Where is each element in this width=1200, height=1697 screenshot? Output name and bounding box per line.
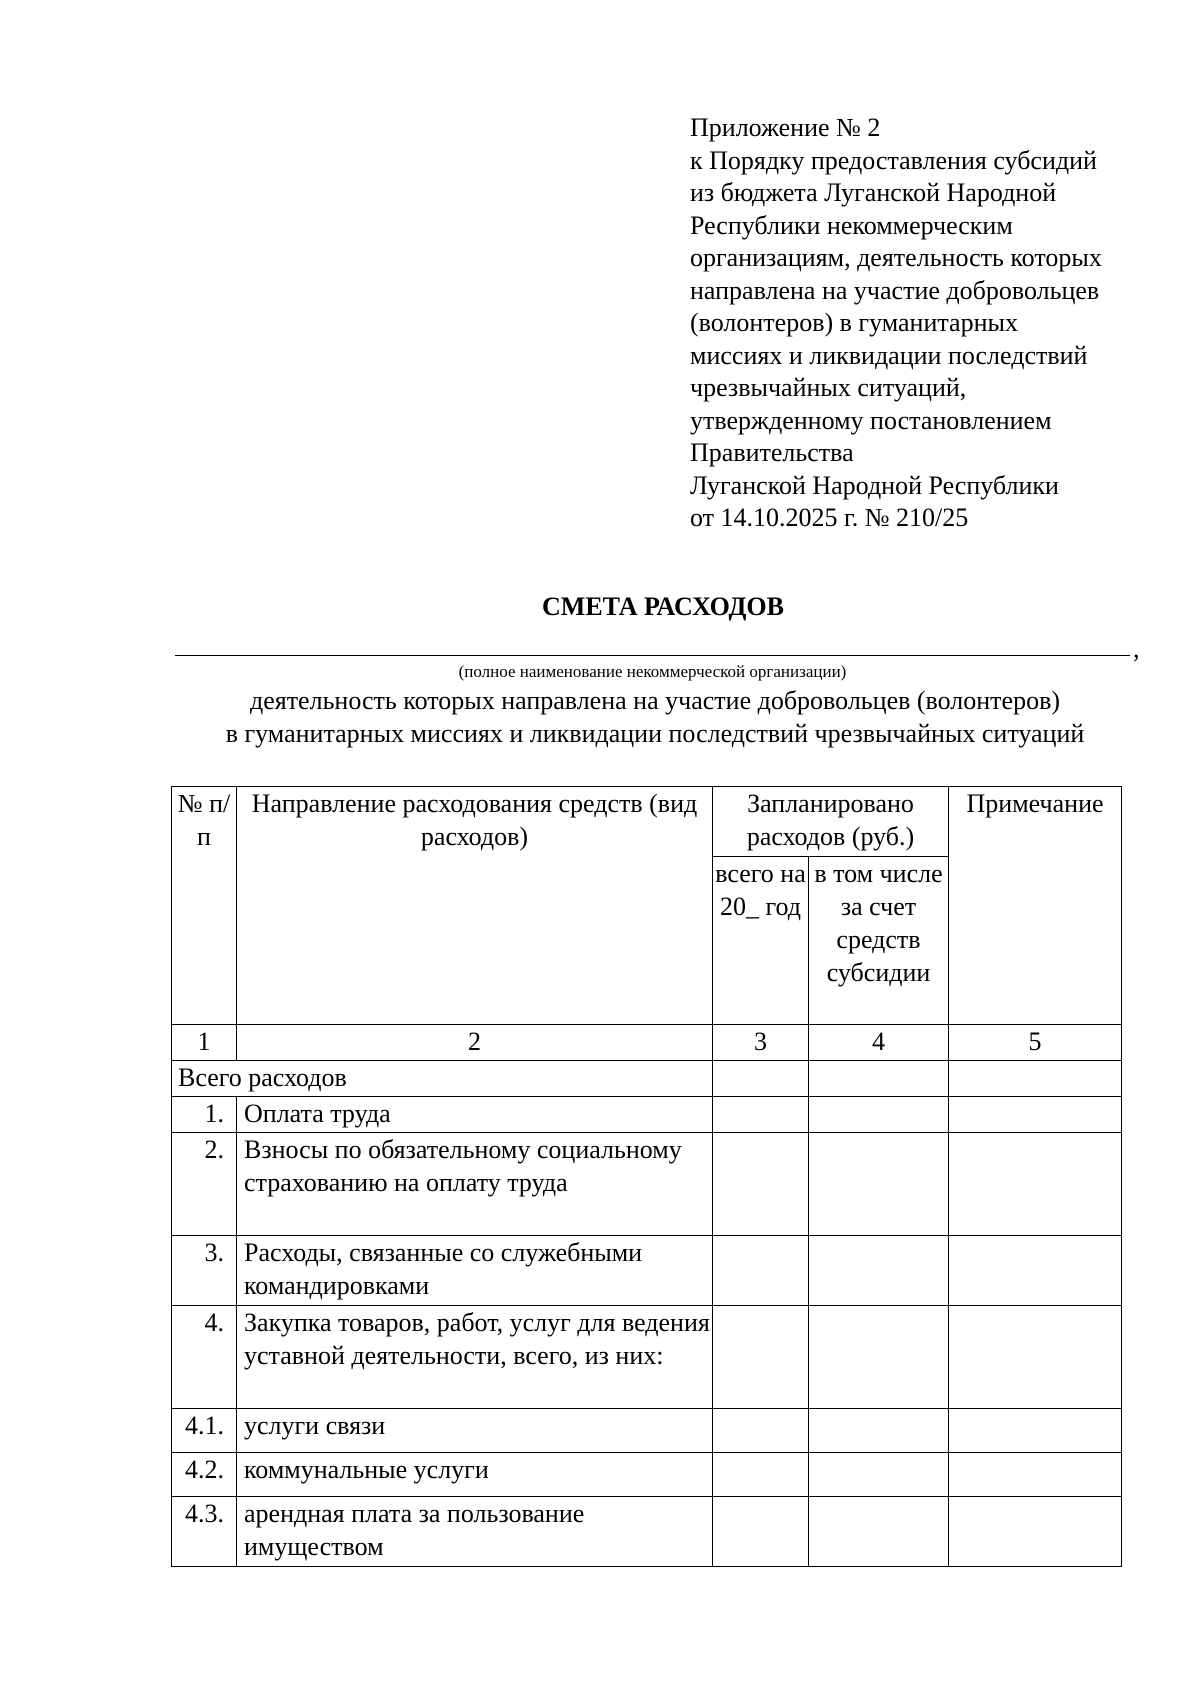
table-row (172, 1453, 1122, 1497)
row-name: Оплата труда (237, 1097, 713, 1133)
appendix-line: организациям, деятельность которых (690, 243, 1102, 272)
table-cell (713, 1306, 809, 1409)
table-row (172, 1497, 1122, 1567)
appendix-block (690, 112, 1160, 535)
table-cell (949, 1236, 1122, 1306)
purpose-line-2: в гуманитарных миссиях и ликвидации последствий чрезвычайных ситуаций (225, 719, 1085, 748)
header-note: Примечание (949, 787, 1122, 1025)
table-cell (809, 1497, 949, 1567)
row-name: Взносы по обязательному социальному страхованию на оплату труда (237, 1133, 713, 1236)
column-number: 5 (949, 1025, 1122, 1061)
table-cell (949, 1306, 1122, 1409)
header-total-year: всего на 20_ год (713, 857, 809, 1025)
row-num: 2. (172, 1133, 237, 1236)
header-subsidy: в том числе за счет средств субсидии (809, 857, 949, 1025)
table-cell (713, 1409, 809, 1453)
purpose-line-1: деятельность которых направлена на участие добровольцев (волонтеров) (249, 686, 1061, 715)
table-cell (713, 1133, 809, 1236)
row-name: коммунальные услуги (237, 1453, 713, 1497)
row-num: 3. (172, 1236, 237, 1306)
table-cell (809, 1453, 949, 1497)
table-cell (949, 1409, 1122, 1453)
appendix-line: Республики некоммерческим (690, 210, 1013, 240)
table-cell (949, 1133, 1122, 1236)
total-row-label: Всего расходов (172, 1061, 713, 1097)
appendix-line: направлена на участие добровольцев (690, 275, 1100, 305)
appendix-line: миссиях и ликвидации последствий (690, 340, 1088, 370)
table-cell (809, 1061, 949, 1097)
header-num: № п/п (172, 787, 237, 1025)
row-name: Расходы, связанные со служебными командировками (237, 1236, 713, 1306)
column-number: 1 (172, 1025, 237, 1061)
appendix-line: из бюджета Луганской Народной (690, 178, 1057, 207)
table-cell (713, 1453, 809, 1497)
appendix-line: от 14.10.2025 г. № 210/25 (690, 503, 969, 532)
row-name: услуги связи (237, 1409, 713, 1453)
table-cell (809, 1409, 949, 1453)
appendix-line: к Порядку предоставления субсидий (690, 145, 1097, 175)
appendix-line: Приложение № 2 (690, 113, 881, 142)
row-num: 4. (172, 1306, 237, 1409)
appendix-line: утвержденному постановлением (690, 405, 1052, 435)
table-cell (809, 1306, 949, 1409)
row-num: 4.3. (172, 1497, 237, 1567)
row-num: 4.1. (172, 1409, 237, 1453)
table-cell (949, 1453, 1122, 1497)
table-cell (949, 1097, 1122, 1133)
table-row (172, 1097, 1122, 1133)
table-row (172, 1236, 1122, 1306)
column-number: 2 (237, 1025, 713, 1061)
table-cell (809, 1133, 949, 1236)
row-num: 4.2. (172, 1453, 237, 1497)
header-planned: Запланировано расходов (руб.) (713, 787, 949, 857)
appendix-line: (волонтеров) в гуманитарных (690, 308, 1018, 337)
table-cell (713, 1061, 809, 1097)
row-name: арендная плата за пользование имуществом (237, 1497, 713, 1567)
org-name-caption: (полное наименование некоммерческой организации) (458, 662, 847, 681)
appendix-line: Луганской Народной Республики (690, 470, 1059, 500)
table-cell (713, 1097, 809, 1133)
total-row (172, 1061, 1122, 1097)
appendix-line: чрезвычайных ситуаций, (690, 373, 967, 402)
document-title: СМЕТА РАСХОДОВ (542, 592, 784, 621)
table-cell (809, 1236, 949, 1306)
header-row (172, 787, 1122, 857)
table-cell (713, 1497, 809, 1567)
estimate-table (171, 786, 1122, 1567)
table-row (172, 1133, 1122, 1236)
table-cell (949, 1061, 1122, 1097)
org-name-comma: , (1133, 634, 1140, 663)
table-row (172, 1306, 1122, 1409)
purpose-text (150, 684, 1160, 750)
table-cell (713, 1236, 809, 1306)
column-number: 4 (809, 1025, 949, 1061)
column-number: 3 (713, 1025, 809, 1061)
table-row (172, 1409, 1122, 1453)
header-direction: Направление расходования средств (вид расходов) (237, 787, 713, 1025)
appendix-line: Правительства (690, 438, 854, 467)
column-numbers-row (172, 1025, 1122, 1061)
table-cell (949, 1497, 1122, 1567)
org-name-underline (175, 655, 1130, 656)
table-cell (809, 1097, 949, 1133)
row-num: 1. (172, 1097, 237, 1133)
row-name: Закупка товаров, работ, услуг для ведения уставной деятельности, всего, из них: (237, 1306, 713, 1409)
